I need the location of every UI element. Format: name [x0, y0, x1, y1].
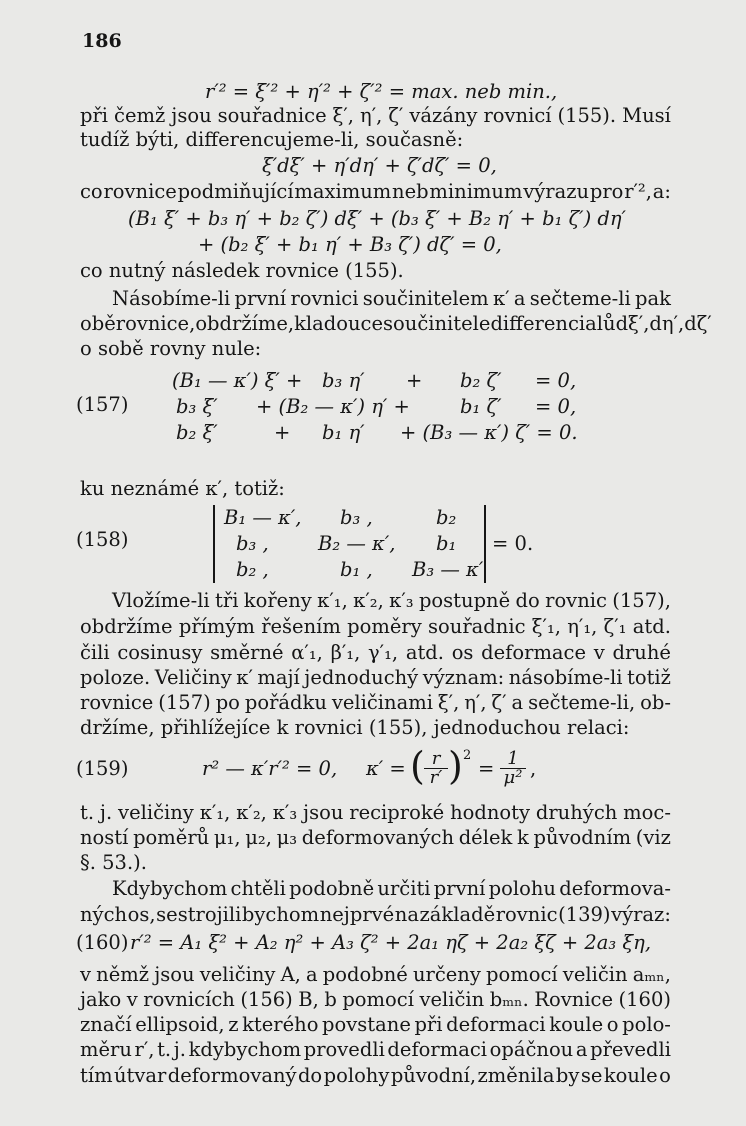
word: původním — [533, 826, 632, 849]
word: mají — [257, 666, 300, 689]
word: t. — [157, 1038, 172, 1061]
eq157-cell: b₂ ξ′ — [176, 421, 218, 444]
eq157-cell: (B₁ — κ′) ξ′ + — [172, 369, 303, 392]
word: dη′, — [649, 312, 685, 335]
word: poměry — [347, 615, 422, 638]
word: jsou — [154, 963, 195, 986]
word: souřadnic — [428, 615, 526, 638]
word: Kdybychom — [112, 877, 228, 900]
word: a: — [652, 180, 671, 203]
word: tři — [215, 589, 239, 612]
word: A, — [280, 963, 301, 986]
word: základě — [419, 903, 496, 926]
word: deformaci — [446, 1013, 546, 1036]
word: (viz — [635, 826, 671, 849]
word: postupně — [418, 589, 511, 612]
word: deformovaných — [301, 826, 455, 849]
word: sestrojili — [156, 903, 242, 926]
exponent: 2 — [463, 748, 472, 763]
word: r′, — [134, 1038, 155, 1061]
word: Veličiny — [154, 666, 232, 689]
eq157-cell: = 0, — [535, 369, 577, 392]
word: ξ′, — [437, 691, 460, 714]
word: ζ′₁ — [603, 615, 627, 638]
word: pomocí — [342, 988, 414, 1011]
word: a — [306, 963, 318, 986]
fraction-r-over-r-prime — [424, 750, 448, 787]
word: bychom — [241, 903, 320, 926]
word: chtěli — [230, 877, 286, 900]
equation-160: r′² = A₁ ξ² + A₂ η² + A₃ ζ² + 2a₁ ηζ + 2a₂ ξζ + 2a₃ ξη, — [130, 931, 652, 954]
word: opáčnou — [489, 1038, 574, 1061]
text-line — [80, 963, 671, 987]
word: kdybychom — [188, 1038, 302, 1061]
word: ζ′ — [388, 104, 404, 127]
word: Vložíme-li — [112, 589, 210, 612]
word: směrné — [210, 641, 284, 664]
word: κ′₂, — [236, 801, 267, 824]
word: výrazu — [523, 180, 590, 203]
word: koule — [549, 1013, 604, 1036]
word: při — [414, 1013, 443, 1036]
word: β′₁, — [330, 641, 361, 664]
equation-label-160: (160) — [76, 931, 129, 954]
word: os — [451, 641, 474, 664]
word: differencialů — [490, 312, 616, 335]
equation-line: (B₁ ξ′ + b₃ η′ + b₂ ζ′) dξ′ + (b₃ ξ′ + B₂ η′ + b₁ ζ′) dη′ — [128, 207, 626, 230]
word: totiž — [627, 666, 671, 689]
denominator: r′ — [424, 768, 448, 787]
word: pořádku — [244, 691, 327, 714]
word: kladouce — [294, 312, 384, 335]
comma: , — [530, 757, 537, 780]
det-cell: b₁ — [436, 532, 457, 555]
word: z — [228, 1013, 239, 1036]
word: podobně — [289, 877, 375, 900]
word: určiti — [377, 877, 431, 900]
word: souřadnice — [217, 104, 327, 127]
word: deformovaný — [167, 1064, 297, 1087]
text-line — [80, 1064, 671, 1088]
word: κ′₂, — [353, 589, 384, 612]
word: čemž — [114, 104, 166, 127]
word: kterého — [242, 1013, 319, 1036]
text-line — [80, 801, 671, 825]
word: deformace — [481, 641, 587, 664]
text-line — [80, 104, 671, 128]
word: (139) — [558, 903, 611, 926]
word: při — [80, 104, 109, 127]
word: dζ′ — [684, 312, 712, 335]
word: co — [80, 180, 103, 203]
word: polo- — [622, 1013, 671, 1036]
text-line — [80, 1038, 671, 1062]
word: polohu — [488, 877, 556, 900]
word: r′², — [624, 180, 652, 203]
word: Násobíme-li — [112, 287, 231, 310]
word: první — [234, 287, 287, 310]
determinant-left-bar — [213, 505, 215, 583]
word: v — [80, 963, 92, 986]
text-line: co nutný následek rovnice (155). — [80, 259, 404, 282]
word: obdržíme, — [195, 312, 295, 335]
word: j. — [173, 1038, 186, 1061]
det-cell: b₂ , — [236, 558, 269, 581]
word: rovnice — [103, 180, 177, 203]
word: dξ′, — [615, 312, 650, 335]
word: se — [580, 1064, 603, 1087]
word: rovnicích — [143, 988, 235, 1011]
equation-label-159: (159) — [76, 757, 129, 780]
word: do — [515, 589, 540, 612]
word: deformova- — [559, 877, 671, 900]
det-cell: B₃ — κ′ — [412, 558, 484, 581]
word: ností — [80, 826, 129, 849]
eq157-cell: b₃ η′ — [322, 369, 365, 392]
text-line — [80, 312, 712, 336]
text-line — [112, 589, 671, 613]
word: provedli — [303, 1038, 385, 1061]
equals: = — [478, 757, 495, 780]
word: cosinusy — [117, 641, 203, 664]
eq159-kappa: κ′ = — [366, 757, 406, 780]
word: sečteme-li — [529, 287, 631, 310]
word: druhé — [612, 641, 671, 664]
word: tím — [80, 1064, 113, 1087]
eq157-cell: + (B₂ — κ′) η′ + — [256, 395, 410, 418]
eq157-cell: + (B₃ — κ′) ζ′ = 0. — [400, 421, 578, 444]
word: jako — [80, 988, 122, 1011]
word: změnila — [477, 1064, 555, 1087]
word: řešením — [261, 615, 341, 638]
text-line — [80, 666, 671, 690]
equation-line: + (b₂ ξ′ + b₁ η′ + B₃ ζ′) dζ′ = 0, — [198, 233, 502, 256]
word: rovnic — [545, 589, 607, 612]
word: poloze. — [80, 666, 151, 689]
word: rovnic — [495, 903, 558, 926]
word: čili — [80, 641, 110, 664]
text-line — [112, 877, 671, 901]
word: sečteme-li, — [528, 691, 636, 714]
equation-label-157: (157) — [76, 393, 129, 416]
word: ξ′₁, — [531, 615, 561, 638]
word: na — [394, 903, 419, 926]
word: rovnice, — [115, 312, 196, 335]
word: koule — [603, 1064, 658, 1087]
word: κ′ — [236, 666, 253, 689]
word: atd. — [632, 615, 671, 638]
det-cell: b₁ , — [340, 558, 373, 581]
word: b — [324, 988, 337, 1011]
word: ξ′, — [332, 104, 355, 127]
eq157-cell: b₁ ζ′ — [460, 395, 502, 418]
word: atd. — [405, 641, 444, 664]
word: druhých — [535, 801, 618, 824]
word: podmiňující — [177, 180, 294, 203]
word: aₘₙ, — [632, 963, 671, 986]
word: pomocí — [486, 963, 558, 986]
word: κ′₁, — [317, 589, 348, 612]
word: deformaci — [387, 1038, 487, 1061]
word: původní, — [390, 1064, 477, 1087]
word: vázány — [409, 104, 478, 127]
word: ob- — [640, 691, 671, 714]
word: κ′ — [492, 287, 510, 310]
denominator: μ² — [500, 768, 526, 787]
word: převedli — [590, 1038, 671, 1061]
eq157-cell: b₂ ζ′ — [460, 369, 502, 392]
word: rovnice — [80, 691, 154, 714]
eq159-left: r² — κ′r′² = 0, — [202, 757, 338, 780]
numerator: 1 — [507, 748, 519, 769]
word: součinitelem — [362, 287, 489, 310]
word: první — [433, 877, 486, 900]
word: jsou — [303, 801, 344, 824]
word: os, — [127, 903, 156, 926]
word: veličin — [562, 963, 628, 986]
word: (157), — [612, 589, 671, 612]
word: poměrů — [133, 826, 210, 849]
word: a — [513, 287, 526, 310]
left-paren: ( — [410, 744, 425, 788]
word: pro — [589, 180, 624, 203]
right-paren: ) — [448, 744, 463, 788]
word: význam: — [422, 666, 505, 689]
word: jednoduchý — [304, 666, 419, 689]
word: k — [517, 826, 529, 849]
word: rovnicí — [483, 104, 552, 127]
det-cell: b₃ , — [340, 506, 373, 529]
word: α′₁, — [291, 641, 323, 664]
word: μ₂, — [245, 826, 272, 849]
det-cell: B₁ — κ′, — [224, 506, 302, 529]
word: a — [511, 691, 524, 714]
word: jsou — [171, 104, 212, 127]
word: hodnoty — [450, 801, 530, 824]
text-line: držíme, přihlížejíce k rovnici (155), jednoduchou relaci: — [80, 716, 630, 739]
word: κ′₃ — [389, 589, 414, 612]
word: rovnici — [290, 287, 359, 310]
word: reciproké — [349, 801, 445, 824]
text-line: tudíž býti, differencujeme-li, současně: — [80, 128, 464, 151]
word: přímým — [178, 615, 255, 638]
word: v — [126, 988, 138, 1011]
word: po — [215, 691, 240, 714]
word: o — [659, 1064, 671, 1087]
word: μ₁, — [213, 826, 241, 849]
word: kořeny — [243, 589, 312, 612]
word: pak — [634, 287, 671, 310]
eq157-cell: + — [274, 421, 291, 444]
word: veličin — [419, 988, 485, 1011]
word: nejprvé — [319, 903, 395, 926]
word: obě — [80, 312, 116, 335]
text-line — [80, 641, 671, 665]
word: Rovnice — [534, 988, 614, 1011]
word: t. — [80, 801, 95, 824]
text-line — [80, 615, 671, 639]
word: ellipsoid, — [135, 1013, 225, 1036]
word: η′₁, — [567, 615, 598, 638]
word: němž — [96, 963, 150, 986]
word: měru — [80, 1038, 132, 1061]
text-line — [80, 988, 671, 1012]
det-rhs: = 0. — [492, 532, 534, 555]
word: veličiny — [199, 963, 276, 986]
word: μ₃ — [276, 826, 298, 849]
equation-differential: ξ′dξ′ + η′dη′ + ζ′dζ′ = 0, — [262, 154, 497, 177]
text-line — [80, 903, 671, 927]
determinant-right-bar — [484, 505, 486, 583]
word: veličiny — [118, 801, 194, 824]
word: η′, — [464, 691, 487, 714]
page-number: 186 — [82, 30, 122, 52]
word: (156) — [240, 988, 293, 1011]
word: κ′₃ — [272, 801, 298, 824]
word: veličinami — [331, 691, 433, 714]
word: obdržíme — [80, 615, 173, 638]
text-line: ku neznámé κ′, totiž: — [80, 477, 285, 500]
word: polohy — [323, 1064, 390, 1087]
word: (155). — [557, 104, 617, 127]
word: η′, — [360, 104, 383, 127]
word: B, — [298, 988, 319, 1011]
word: a — [575, 1038, 588, 1061]
text-line: §. 53.). — [80, 851, 147, 874]
eq157-cell: b₁ η′ — [322, 421, 365, 444]
equation-max-min: r′² = ξ′² + η′² + ζ′² = max. neb min., — [205, 80, 558, 103]
word: j. — [99, 801, 113, 824]
word: součinitele — [383, 312, 491, 335]
word: by — [555, 1064, 580, 1087]
word: maximum — [294, 180, 392, 203]
word: Musí — [622, 104, 671, 127]
word: do — [297, 1064, 323, 1087]
eq157-cell: b₃ ξ′ — [176, 395, 218, 418]
text-line: o sobě rovny nule: — [80, 337, 262, 360]
text-line — [112, 287, 671, 311]
word: ných — [80, 903, 128, 926]
word: ζ′ — [491, 691, 507, 714]
word: o — [606, 1013, 619, 1036]
word: κ′₁, — [199, 801, 231, 824]
word: délek — [458, 826, 513, 849]
det-cell: b₃ , — [236, 532, 269, 555]
text-line — [80, 826, 671, 850]
eq157-cell: + — [406, 369, 423, 392]
word: v — [593, 641, 605, 664]
word: značí — [80, 1013, 132, 1036]
word: γ′₁, — [368, 641, 399, 664]
word: (157) — [158, 691, 211, 714]
det-cell: B₂ — κ′, — [318, 532, 396, 555]
word: určeny — [412, 963, 481, 986]
equation-label-158: (158) — [76, 528, 129, 551]
fraction-one-over-mu-squared — [500, 750, 526, 787]
word: neb — [392, 180, 429, 203]
word: minimum — [429, 180, 523, 203]
det-cell: b₂ — [436, 506, 457, 529]
word: podobné — [322, 963, 408, 986]
word: moc- — [623, 801, 671, 824]
eq157-cell: = 0, — [535, 395, 577, 418]
word: povstane — [322, 1013, 411, 1036]
numerator: r — [431, 748, 441, 769]
text-line — [80, 691, 671, 715]
text-line — [80, 1013, 671, 1037]
word: násobíme-li — [508, 666, 623, 689]
word: bₘₙ. — [489, 988, 529, 1011]
text-line — [80, 180, 671, 204]
word: výraz: — [611, 903, 671, 926]
word: (160) — [618, 988, 671, 1011]
word: útvar — [114, 1064, 167, 1087]
